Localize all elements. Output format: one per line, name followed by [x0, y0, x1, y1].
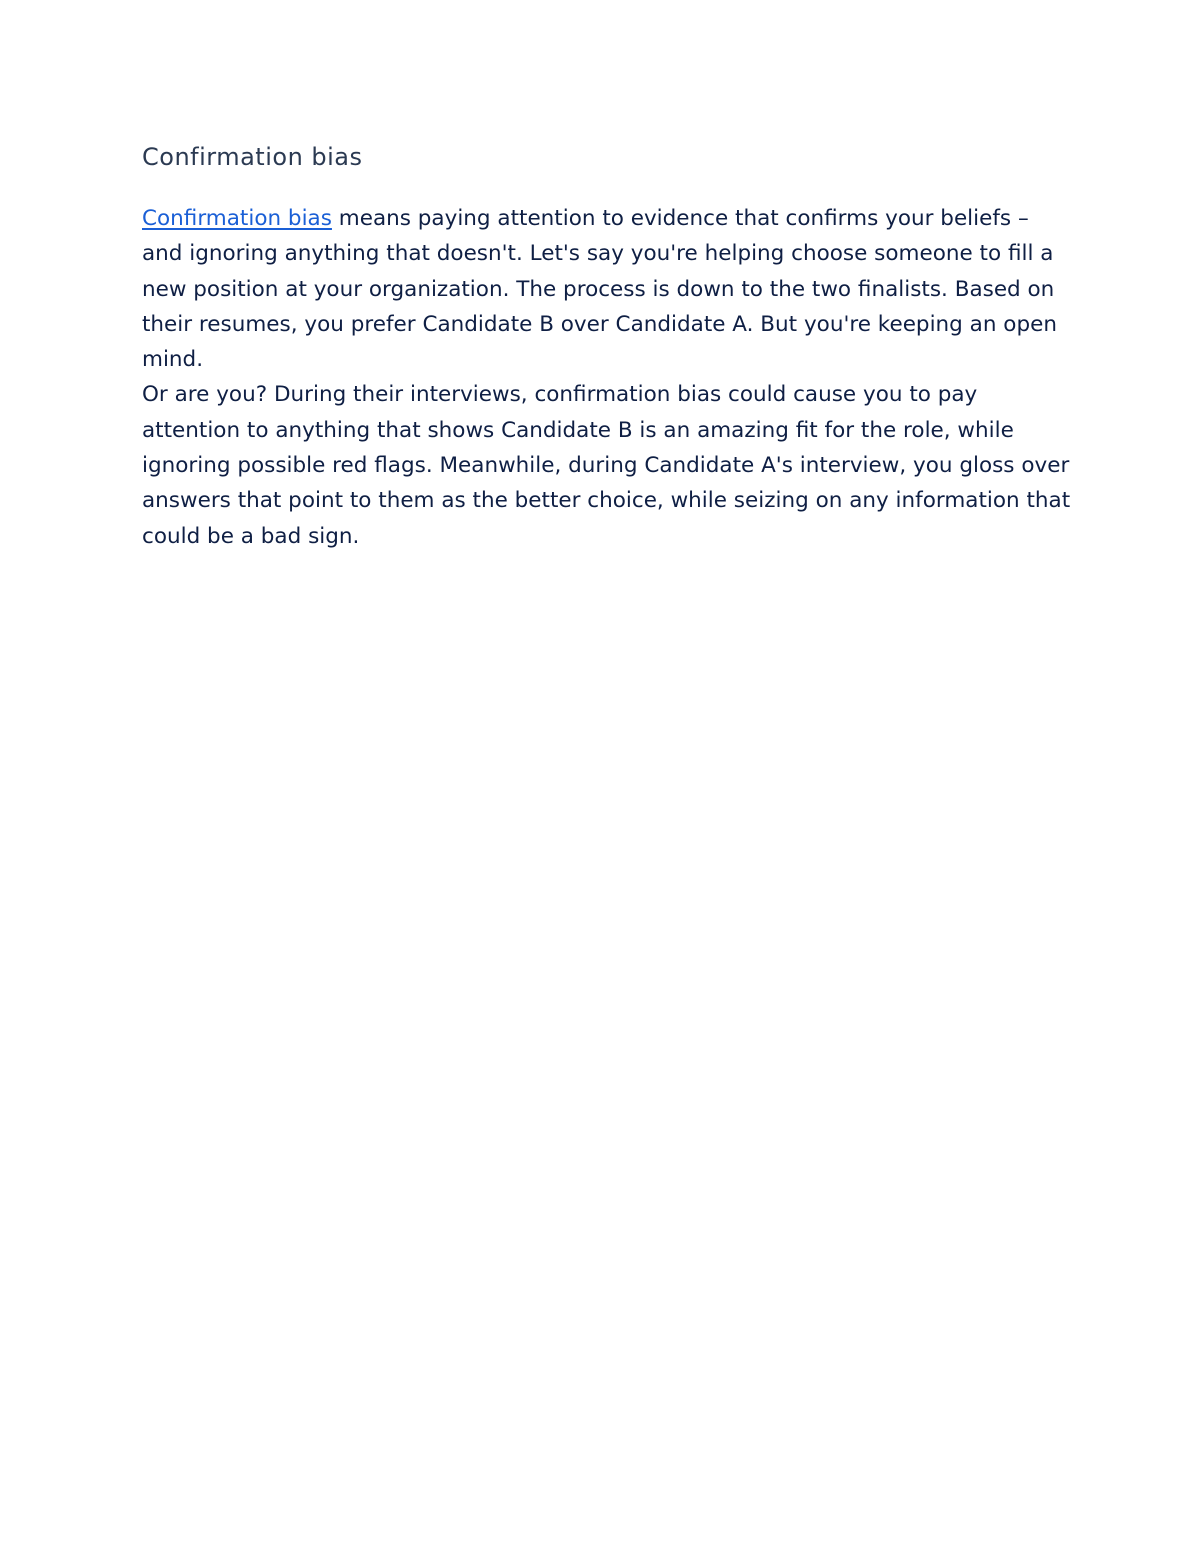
confirmation-bias-link[interactable]: Confirmation bias: [142, 206, 332, 231]
paragraph-1: [142, 201, 1072, 377]
document-page: [142, 141, 1072, 554]
paragraph-1-text: means paying attention to evidence that confirms your beliefs – and ignoring anything that doesn't. Let's say you're helping choose someone to fill a new position at your organization. The process is down to the two finalists. Based on their resumes, you prefer Candidate B over Candidate A. But you're keeping an open mind.: [142, 206, 1057, 373]
document-title: Confirmation bias: [142, 143, 363, 171]
document-body: [142, 201, 1072, 554]
paragraph-2: Or are you? During their interviews, confirmation bias could cause you to pay attention to anything that shows Candidate B is an amazing fit for the role, while ignoring possible red flags. Meanwhile, during Candidate A's interview, you gloss over answers that point to them as the better choice, while seizing on any information that could be a bad sign.: [142, 382, 1071, 549]
